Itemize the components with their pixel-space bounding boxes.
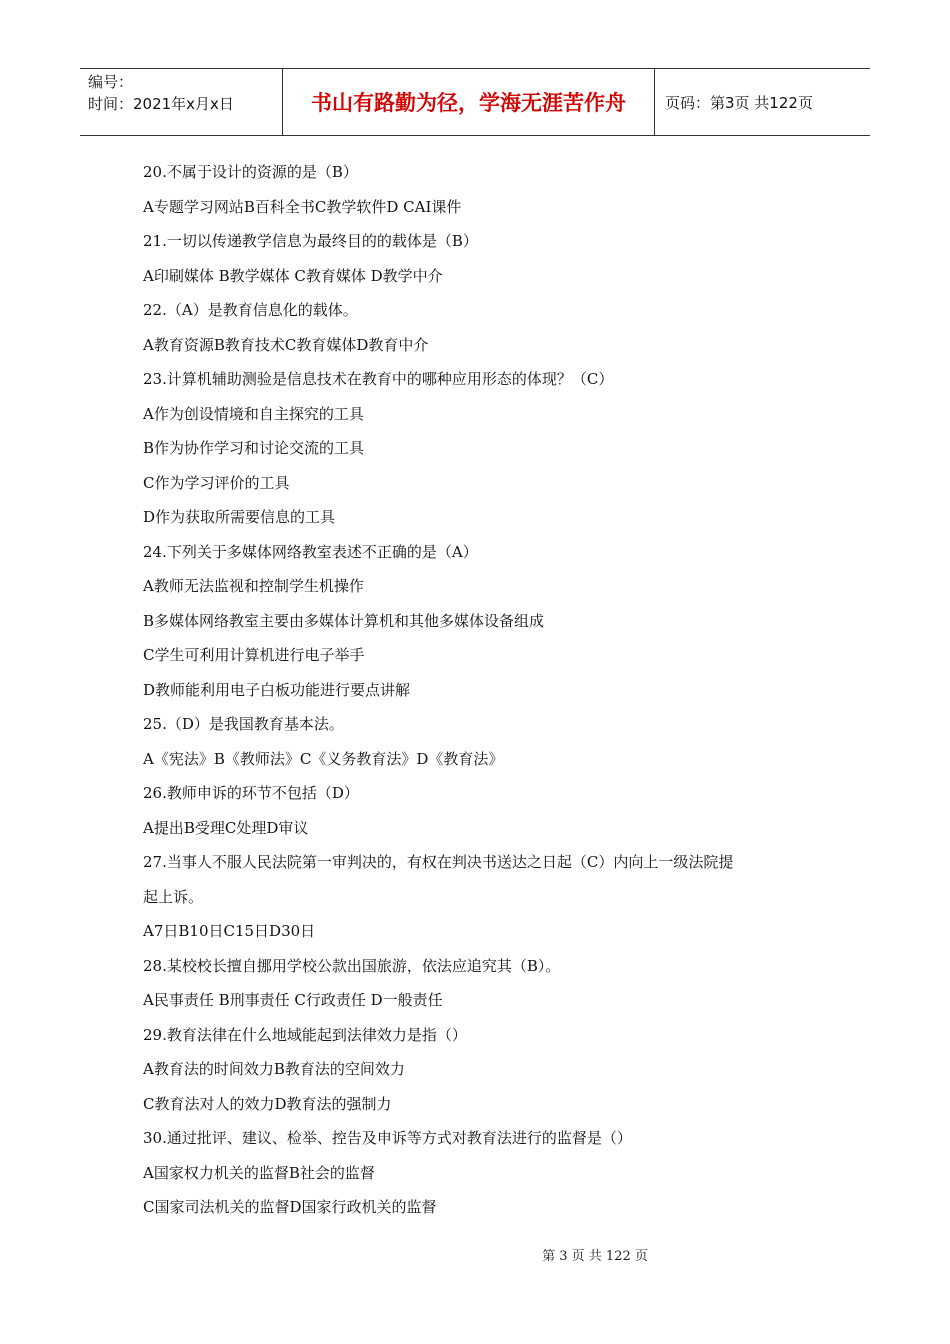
text-line: C作为学习评价的工具 <box>143 473 290 492</box>
page-footer <box>0 1245 950 1264</box>
text-line: A教育资源B教育技术C教育媒体D教育中介 <box>143 335 429 354</box>
text-line: A《宪法》B《教师法》C《义务教育法》D《教育法》 <box>143 749 504 768</box>
text-line: A7日B10日C15日D30日 <box>143 922 316 940</box>
text-line: C教育法对人的效力D教育法的强制力 <box>143 1094 392 1113</box>
text-line: A教师无法监视和控制学生机操作 <box>143 577 364 595</box>
text-line: C国家司法机关的监督D国家行政机关的监督 <box>143 1198 437 1216</box>
text-line: A作为创设情境和自主探究的工具 <box>143 404 364 423</box>
doc-time-label: 时间：2021年x月x日 <box>88 95 234 113</box>
text-line: A民事责任 B刑事责任 C行政责任 D一般责任 <box>143 991 443 1009</box>
text-line: B多媒体网络教室主要由多媒体计算机和其他多媒体设备组成 <box>143 611 545 630</box>
question-line: 30.通过批评、建议、检举、控告及申诉等方式对教育法进行的监督是（） <box>143 1129 632 1147</box>
question-line: 24.下列关于多媒体网络教室表述不正确的是（A） <box>143 542 478 561</box>
text-line: C学生可利用计算机进行电子举手 <box>143 646 365 664</box>
text-line: D教师能利用电子白板功能进行要点讲解 <box>143 680 411 699</box>
question-line: 27.当事人不服人民法院第一审判决的，有权在判决书送达之日起（C）内向上一级法院提 <box>143 853 734 871</box>
doc-number-label: 编号： <box>88 73 134 91</box>
text-line: A提出B受理C处理D审议 <box>143 818 309 837</box>
text-line: A国家权力机关的监督B社会的监督 <box>143 1163 375 1182</box>
header-motto-cell <box>283 69 655 135</box>
footer-page-number: 第 3 页 共 122 页 <box>542 1249 648 1264</box>
question-line: 23.计算机辅助测验是信息技术在教育中的哪种应用形态的体现？（C） <box>143 370 614 388</box>
text-line: A教育法的时间效力B教育法的空间效力 <box>143 1060 405 1078</box>
text-line: D作为获取所需要信息的工具 <box>143 508 336 526</box>
page-header <box>80 68 870 136</box>
text-line: 起上诉。 <box>143 887 204 906</box>
question-line: 21.一切以传递教学信息为最终目的的载体是（B） <box>143 232 478 250</box>
text-line: A专题学习网站B百科全书C教学软件D CAI课件 <box>143 197 462 216</box>
header-page-cell <box>655 69 870 135</box>
text-line: A印刷媒体 B教学媒体 C教育媒体 D教学中介 <box>143 266 443 285</box>
question-line: 22.（A）是教育信息化的载体。 <box>143 301 358 319</box>
question-line: 28.某校校长擅自挪用学校公款出国旅游，依法应追究其（B）。 <box>143 956 561 975</box>
motto-text: 书山有路勤为径，学海无涯苦作舟 <box>311 91 626 115</box>
question-line: 29.教育法律在什么地域能起到法律效力是指（） <box>143 1025 467 1044</box>
question-line: 26.教师申诉的环节不包括（D） <box>143 784 359 802</box>
question-line: 20.不属于设计的资源的是（B） <box>143 163 358 181</box>
header-page-label: 页码：第3页 共122页 <box>665 93 813 112</box>
document-body <box>143 155 823 1225</box>
text-line: B作为协作学习和讨论交流的工具 <box>143 439 365 457</box>
question-line: 25.（D）是我国教育基本法。 <box>143 715 344 733</box>
header-info-cell <box>80 69 283 135</box>
